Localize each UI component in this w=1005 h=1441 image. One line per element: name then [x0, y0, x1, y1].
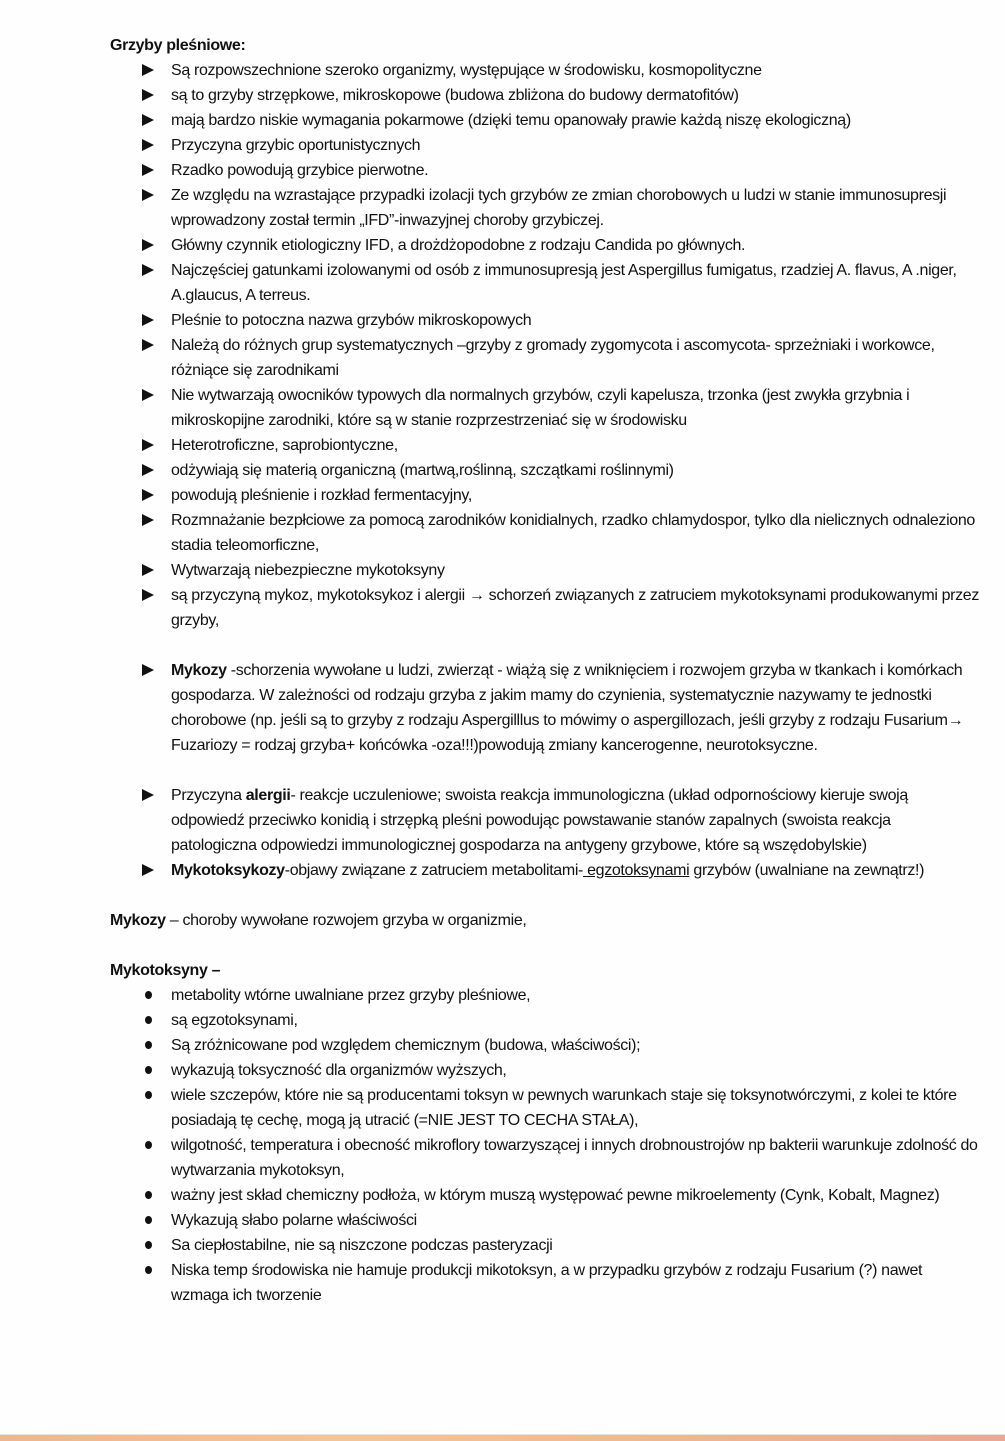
arrow-bullet-icon	[140, 783, 156, 808]
mykozy-list	[110, 658, 980, 758]
arrow-bullet-icon	[140, 133, 156, 158]
arrow-bullet-icon	[140, 333, 156, 358]
arrow-bullet-icon	[140, 58, 156, 83]
list-item: odżywiają się materią organiczną (martwą,roślinną, szczątkami roślinnymi)	[110, 458, 980, 483]
page-bottom-border	[0, 1434, 1005, 1441]
dot-bullet-icon	[140, 1233, 156, 1258]
dot-bullet-icon	[140, 983, 156, 1008]
list-item: mają bardzo niskie wymagania pokarmowe (dzięki temu opanowały prawie każdą niszę ekologiczną)	[110, 108, 980, 133]
term-mykozy-definition: Mykozy	[110, 912, 166, 929]
term-mykotoksykozy: Mykotoksykozy	[171, 862, 285, 879]
arrow-bullet-icon	[140, 483, 156, 508]
dot-bullet-icon	[140, 1133, 156, 1158]
grzyby-plesniowe-list	[110, 58, 980, 633]
list-item-alergie: Przyczyna alergii- reakcje uczuleniowe; swoista reakcja immunologiczna (układ odpornościowy kieruje swoją odpowiedź przeciwko konidią i strzępką pleśni powodując powstawanie stanów zapalnych (swoista reakcja patologiczna odpowiedzi immunologicznej gospodarza na antygeny grzybowe, które są wszędobylskie)	[110, 783, 980, 858]
arrow-bullet-icon	[140, 858, 156, 883]
underlined-term-egzotoksynami: egzotoksynami	[583, 862, 690, 879]
mykotoksyny-list	[110, 983, 980, 1308]
list-item: Są zróżnicowane pod względem chemicznym (budowa, właściwości);	[110, 1033, 980, 1058]
list-item: Rozmnażanie bezpłciowe za pomocą zarodników konidialnych, rzadko chlamydospor, tylko dla nielicznych odnaleziono stadia teleomorficzne,	[110, 508, 980, 558]
dot-bullet-icon	[140, 1208, 156, 1233]
arrow-bullet-icon	[140, 458, 156, 483]
dot-bullet-icon	[140, 1083, 156, 1108]
list-item: Pleśnie to potoczna nazwa grzybów mikroskopowych	[110, 308, 980, 333]
list-item: metabolity wtórne uwalniane przez grzyby pleśniowe,	[110, 983, 980, 1008]
list-item: Główny czynnik etiologiczny IFD, a drożdżopodobne z rodzaju Candida po głównych.	[110, 233, 980, 258]
document-content	[110, 33, 980, 1308]
arrow-bullet-icon	[140, 383, 156, 408]
arrow-bullet-icon	[140, 233, 156, 258]
list-item: wilgotność, temperatura i obecność mikroflory towarzyszącej i innych drobnoustrojów np bakterii warunkuje zdolność do wytwarzania mykotoksyn,	[110, 1133, 980, 1183]
section-heading-mykotoksyny: Mykotoksyny –	[110, 962, 221, 979]
spacer	[110, 883, 980, 908]
dot-bullet-icon	[140, 1258, 156, 1283]
list-item: wykazują toksyczność dla organizmów wyższych,	[110, 1058, 980, 1083]
list-item: są egzotoksynami,	[110, 1008, 980, 1033]
list-item: Przyczyna grzybic oportunistycznych	[110, 133, 980, 158]
list-item: Nie wytwarzają owocników typowych dla normalnych grzybów, czyli kapelusza, trzonka (jest zwykła grzybnia i mikroskopijne zarodniki, które są w stanie rozprzestrzeniać się w środowisku	[110, 383, 980, 433]
arrow-bullet-icon	[140, 558, 156, 583]
mykozy-definition: Mykozy – choroby wywołane rozwojem grzyba w organizmie,	[110, 912, 527, 929]
dot-bullet-icon	[140, 1033, 156, 1058]
list-item: wiele szczepów, które nie są producentami toksyn w pewnych warunkach staje się toksynotwórczymi, z kolei te które posiadają tę cechę, mogą ją utracić (=NIE JEST TO CECHA STAŁA),	[110, 1083, 980, 1133]
list-item: są to grzyby strzępkowe, mikroskopowe (budowa zbliżona do budowy dermatofitów)	[110, 83, 980, 108]
list-item: Należą do różnych grup systematycznych –grzyby z gromady zygomycota i ascomycota- sprzeżniaki i workowce, różniące się zarodnikami	[110, 333, 980, 383]
list-item: Sa ciepłostabilne, nie są niszczone podczas pasteryzacji	[110, 1233, 980, 1258]
spacer	[110, 758, 980, 783]
arrow-bullet-icon	[140, 308, 156, 333]
list-item: powodują pleśnienie i rozkład fermentacyjny,	[110, 483, 980, 508]
arrow-bullet-icon	[140, 658, 156, 683]
arrow-bullet-icon	[140, 108, 156, 133]
list-item: Wytwarzają niebezpieczne mykotoksyny	[110, 558, 980, 583]
list-item: są przyczyną mykoz, mykotoksykoz i alergii → schorzeń związanych z zatruciem mykotoksynami produkowanymi przez grzyby,	[110, 583, 980, 633]
arrow-bullet-icon	[140, 433, 156, 458]
list-item: Rzadko powodują grzybice pierwotne.	[110, 158, 980, 183]
section-heading-grzyby-plesniowe: Grzyby pleśniowe:	[110, 37, 246, 54]
arrow-bullet-icon	[140, 158, 156, 183]
alergie-list	[110, 783, 980, 883]
arrow-bullet-icon	[140, 508, 156, 533]
list-item: Wykazują słabo polarne właściwości	[110, 1208, 980, 1233]
spacer	[110, 933, 980, 958]
spacer	[110, 633, 980, 658]
arrow-bullet-icon	[140, 83, 156, 108]
list-item: Najczęściej gatunkami izolowanymi od osób z immunosupresją jest Aspergillus fumigatus, rzadziej A. flavus, A .niger, A.glaucus, A terreus.	[110, 258, 980, 308]
dot-bullet-icon	[140, 1183, 156, 1208]
list-item: ważny jest skład chemiczny podłoża, w którym muszą występować pewne mikroelementy (Cynk, Kobalt, Magnez)	[110, 1183, 980, 1208]
list-item: Heterotroficzne, saprobiontyczne,	[110, 433, 980, 458]
arrow-bullet-icon	[140, 258, 156, 283]
term-mykozy: Mykozy	[171, 662, 227, 679]
arrow-bullet-icon	[140, 583, 156, 608]
dot-bullet-icon	[140, 1058, 156, 1083]
list-item: Niska temp środowiska nie hamuje produkcji mikotoksyn, a w przypadku grzybów z rodzaju Fusarium (?) nawet wzmaga ich tworzenie	[110, 1258, 980, 1308]
term-alergii: alergii	[245, 787, 291, 804]
dot-bullet-icon	[140, 1008, 156, 1033]
list-item-mykotoksykozy: Mykotoksykozy-objawy związane z zatruciem metabolitami- egzotoksynami grzybów (uwalniane na zewnątrz!)	[110, 858, 980, 883]
arrow-bullet-icon	[140, 183, 156, 208]
list-item-mykozy: Mykozy -schorzenia wywołane u ludzi, zwierząt - wiążą się z wniknięciem i rozwojem grzyba w tkankach i komórkach gospodarza. W zależności od rodzaju grzyba z jakim mamy do czynienia, systematycznie nazywamy te jednostki chorobowe (np. jeśli są to grzyby z rodzaju Aspergilllus to mówimy o aspergillozach, jeśli grzyby z rodzaju Fusarium→ Fuzariozy = rodzaj grzyba+ końcówka -oza!!!)powodują zmiany kancerogenne, neurotoksyczne.	[110, 658, 980, 758]
list-item: Są rozpowszechnione szeroko organizmy, występujące w środowisku, kosmopolityczne	[110, 58, 980, 83]
list-item: Ze względu na wzrastające przypadki izolacji tych grzybów ze zmian chorobowych u ludzi w stanie immunosupresji wprowadzony został termin „IFD”-inwazyjnej choroby grzybiczej.	[110, 183, 980, 233]
